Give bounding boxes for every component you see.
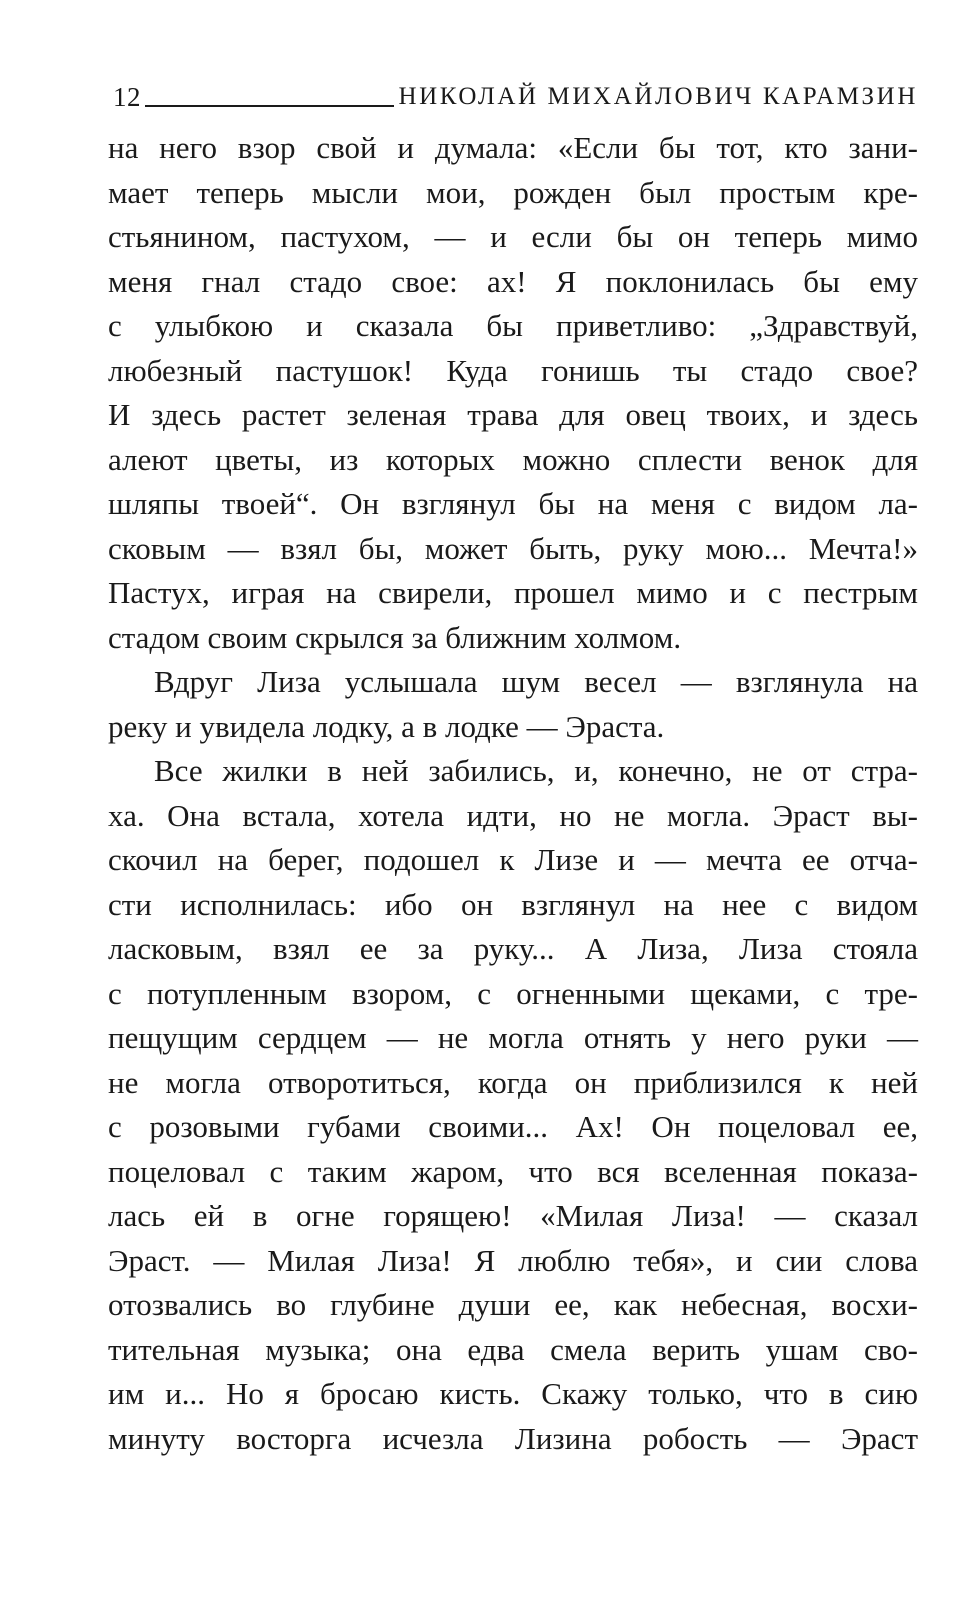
paragraph-first-line: Все жилки в ней забились, и, конечно, не от стра- — [154, 753, 918, 788]
paragraph-end-line: стадом своим скрылся за ближним холмом. — [108, 619, 682, 655]
header-rule — [145, 105, 394, 107]
text-line: не могла отворотиться, когда он приблизился к ней — [108, 1064, 918, 1100]
text-line: И здесь растет зеленая трава для овец твоих, и здесь — [108, 397, 918, 432]
text-line: с потупленным взором, с огненными щеками, с тре- — [108, 975, 918, 1011]
text-line: минуту восторга исчезла Лизина робость — Эраст — [108, 1420, 918, 1456]
text-line: поцеловал с таким жаром, что вся вселенная показа- — [108, 1153, 918, 1189]
text-line: ха. Она встала, хотела идти, но не могла. Эраст вы- — [108, 797, 918, 833]
text-line: сковым — взял бы, может быть, руку мою... Мечта!» — [108, 530, 918, 566]
text-line: скочил на берег, подошел к Лизе и — мечта ее отча- — [108, 842, 918, 877]
running-head-author: НИКОЛАЙ МИХАЙЛОВИЧ КАРАМЗИН — [398, 83, 918, 110]
text-line: ласковым, взял ее за руку... А Лиза, Лиза стояла — [108, 931, 918, 966]
text-line: Эраст. — Милая Лиза! Я люблю тебя», и сии слова — [108, 1242, 918, 1278]
text-line: лась ей в огне горящею! «Милая Лиза! — сказал — [108, 1198, 918, 1233]
page-number: 12 — [113, 82, 141, 112]
text-line: с розовыми губами своими... Ах! Он поцеловал ее, — [108, 1109, 918, 1144]
running-head — [113, 72, 918, 112]
text-line: тительная музыка; она едва смела верить ушам сво- — [108, 1331, 918, 1367]
text-line: пещущим сердцем — не могла отнять у него руки — — [108, 1020, 918, 1055]
text-body — [108, 126, 918, 1461]
text-line: алеют цветы, из которых можно сплести венок для — [108, 441, 918, 477]
text-line: Пастух, играя на свирели, прошел мимо и с пестрым — [108, 575, 918, 610]
paragraph-first-line: Вдруг Лиза услышала шум весел — взглянула на — [154, 664, 918, 699]
text-line: любезный пастушок! Куда гонишь ты стадо свое? — [108, 352, 918, 388]
text-line: с улыбкою и сказала бы приветливо: „Здравствуй, — [108, 308, 918, 343]
text-line: стьянином, пастухом, — и если бы он теперь мимо — [108, 219, 918, 254]
text-line: меня гнал стадо свое: ах! Я поклонилась бы ему — [108, 263, 918, 299]
text-line: мает теперь мысли мои, рожден был простым кре- — [108, 174, 918, 210]
text-line: им и... Но я бросаю кисть. Скажу только, что в сию — [108, 1376, 918, 1411]
text-line: на него взор свой и думала: «Если бы тот, кто зани- — [108, 130, 918, 165]
text-line: отозвались во глубине души ее, как небесная, восхи- — [108, 1287, 918, 1322]
paragraph-end-line: реку и увидела лодку, а в лодке — Эраста. — [108, 708, 665, 744]
text-line: шляпы твоей“. Он взглянул бы на меня с видом ла- — [108, 486, 918, 521]
text-line: сти исполнилась: ибо он взглянул на нее с видом — [108, 886, 918, 922]
